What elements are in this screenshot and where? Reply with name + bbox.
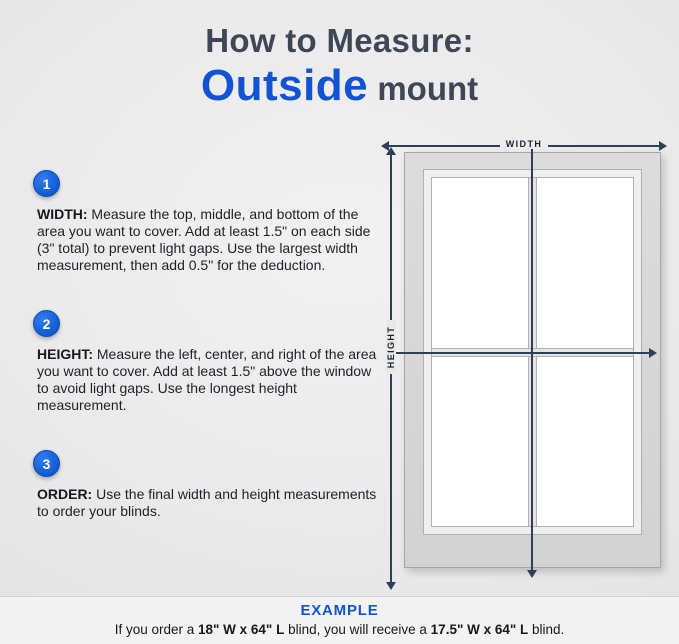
step-3-body: Use the final width and height measurements to order your blinds.	[37, 486, 377, 520]
step-1-number: 1	[42, 175, 51, 192]
title-mount: mount	[368, 70, 479, 107]
page-title	[0, 22, 679, 111]
example-footer	[0, 596, 679, 644]
example-order-size: 18" W x 64" L	[198, 622, 285, 637]
step-3-text	[37, 486, 377, 520]
arrow-right-icon	[659, 141, 667, 151]
step-2-badge	[33, 310, 60, 337]
step-1-text	[37, 206, 385, 274]
arrow-down-icon	[527, 570, 537, 578]
arrow-down-icon	[386, 582, 396, 590]
example-part-3: blind, you will receive a	[284, 622, 431, 637]
example-receive-size: 17.5" W x 64" L	[430, 622, 529, 637]
example-part-5: blind.	[528, 622, 565, 637]
step-2-text	[37, 346, 385, 414]
title-line2	[0, 61, 679, 111]
example-text	[0, 622, 679, 637]
title-accent-outside: Outside	[200, 61, 369, 110]
step-3-number: 3	[42, 455, 51, 472]
step-1-badge	[33, 170, 60, 197]
step-1-label: WIDTH:	[37, 206, 88, 222]
height-measure-label: HEIGHT	[386, 317, 396, 377]
example-part-1: If you order a	[114, 622, 198, 637]
title-line1: How to Measure:	[205, 22, 474, 59]
arrow-right-icon	[649, 348, 657, 358]
center-vertical-measure-line	[531, 146, 533, 571]
step-2-number: 2	[42, 315, 51, 332]
step-3-label: ORDER:	[37, 486, 93, 502]
step-2-body: Measure the left, center, and right of the area you want to cover. Add at least 1.5" above the window to avoid light gaps. Use the longest height measurement.	[37, 346, 377, 414]
step-1-body: Measure the top, middle, and bottom of the area you want to cover. Add at least 1.5" on each side (3" total) to prevent light gaps. Use the largest width measurement, then add 0.5" for the deduction.	[37, 206, 371, 274]
step-3-badge	[33, 450, 60, 477]
example-heading: EXAMPLE	[300, 602, 379, 619]
width-measure-label: WIDTH	[388, 139, 660, 149]
step-2-label: HEIGHT:	[37, 346, 93, 362]
center-horizontal-measure-line	[392, 352, 650, 354]
